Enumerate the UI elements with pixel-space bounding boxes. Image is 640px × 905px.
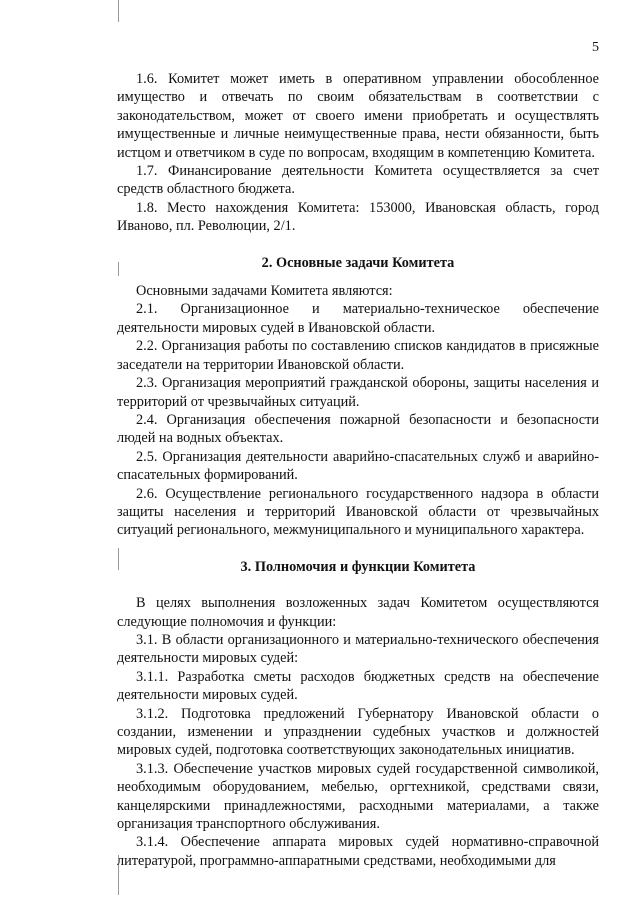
list-item-3-1-3: 3.1.3. Обеспечение участков мировых судей государственной символикой, необходимым оборудованием, мебелью, оргтехникой, средствами связи, канцелярскими принадлежностями, расходными материалами, а также организация транспортного обслуживания. xyxy=(117,760,599,833)
list-item-2-6: 2.6. Осуществление регионального государственного надзора в области защиты населения и территорий Ивановской области от чрезвычайных ситуаций регионального, межмуниципального и муниципального характера. xyxy=(117,485,599,539)
section-3-intro: В целях выполнения возложенных задач Комитетом осуществляются следующие полномочия и функции: xyxy=(117,595,599,630)
list-item-2-4: 2.4. Организация обеспечения пожарной безопасности и безопасности людей на водных объектах. xyxy=(117,411,599,447)
document-body xyxy=(117,70,599,870)
paragraph-1-8: 1.8. Место нахождения Комитета: 153000, Ивановская область, город Иваново, пл. Революции, 2/1. xyxy=(117,199,599,235)
list-item-2-3: 2.3. Организация мероприятий гражданской обороны, защиты населения и территорий от чрезвычайных ситуаций. xyxy=(117,375,599,410)
list-item-3-1-4: 3.1.4. Обеспечение аппарата мировых судей нормативно-справочной литературой, программно-аппаратными средствами, необходимыми для xyxy=(117,834,599,869)
list-item-2-1: 2.1. Организационное и материально-техническое обеспечение деятельности мировых судей в Ивановской области. xyxy=(117,301,599,336)
paragraph-1-6: 1.6. Комитет может иметь в оперативном управлении обособленное имущество и отвечать по своим обязательствам в соответствии с законодательством, может от своего имени приобретать и осуществлять имущественные и личные неимущественные права, нести обязанности, быть истцом и ответчиком в суде по вопросам, входящим в компетенцию Комитета. xyxy=(117,71,599,161)
section-3-heading: 3. Полномочия и функции Комитета xyxy=(240,558,476,575)
section-2-intro: Основными задачами Комитета являются: xyxy=(136,283,393,300)
list-item-3-1: 3.1. В области организационного и материально-технического обеспечения деятельности мировых судей: xyxy=(117,631,599,667)
binding-mark-top xyxy=(118,0,119,22)
list-item-2-2: 2.2. Организация работы по составлению списков кандидатов в присяжные заседатели на территории Ивановской области. xyxy=(117,338,599,373)
page-number: 5 xyxy=(592,40,599,55)
paragraph-1-7: 1.7. Финансирование деятельности Комитета осуществляется за счет средств областного бюджета. xyxy=(117,163,599,198)
list-item-2-5: 2.5. Организация деятельности аварийно-спасательных служб и аварийно-спасательных формирований. xyxy=(117,448,599,484)
list-item-3-1-2: 3.1.2. Подготовка предложений Губернатору Ивановской области о создании, изменении и упразднении судебных участков и должностей мировых судей, подготовка соответствующих законодательных инициатив. xyxy=(117,705,599,759)
section-2-heading: 2. Основные задачи Комитета xyxy=(261,254,455,271)
list-item-3-1-1: 3.1.1. Разработка сметы расходов бюджетных средств на обеспечение деятельности мировых судей. xyxy=(117,668,599,704)
